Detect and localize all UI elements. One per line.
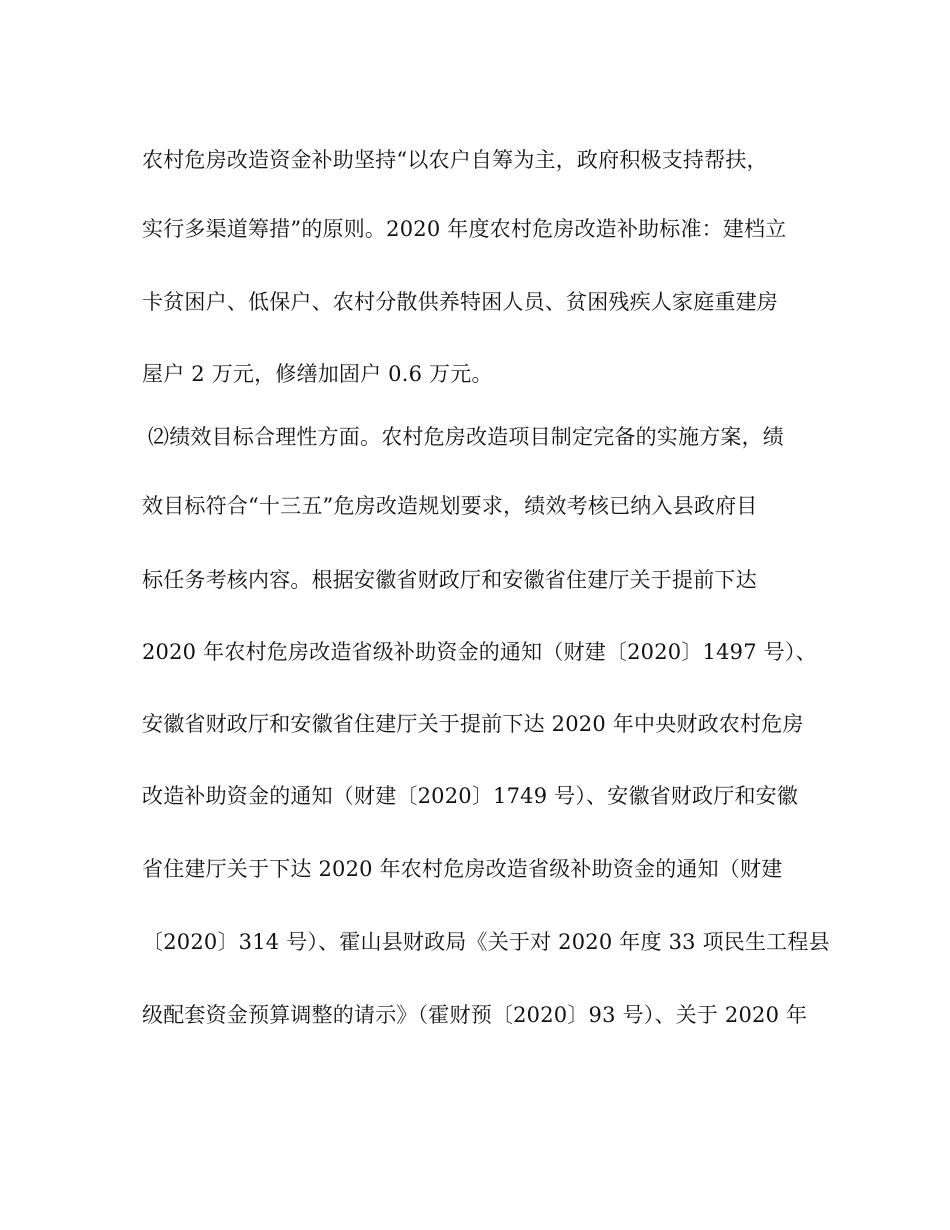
body-text-line: 卡贫困户、低保户、农村分散供养特困人员、贫困残疾人家庭重建房 [142, 290, 778, 314]
body-text-line: 农村危房改造资金补助坚持“以农户自筹为主，政府积极支持帮扶， [142, 148, 768, 172]
body-text-line: 改造补助资金的通知（财建〔2020〕1749 号）、安徽省财政厅和安徽 [142, 784, 799, 808]
body-text-line: 实行多渠道筹措”的原则。2020 年度农村危房改造补助标准：建档立 [142, 217, 787, 241]
body-text-line: 〔2020〕314 号）、霍山县财政局《关于对 2020 年度 33 项民生工程县 [142, 930, 830, 954]
body-text-line: 效目标符合“十三五”危房改造规划要求，绩效考核已纳入县政府目 [142, 494, 758, 518]
body-text-line: 安徽省财政厅和安徽省住建厅关于提前下达 2020 年中央财政农村危房 [142, 712, 804, 736]
body-text-line: 标任务考核内容。根据安徽省财政厅和安徽省住建厅关于提前下达 [142, 568, 757, 592]
body-text-line: 2020 年农村危房改造省级补助资金的通知（财建〔2020〕1497 号）、 [142, 640, 817, 664]
body-text-line: 级配套资金预算调整的请示》（霍财预〔2020〕93 号）、关于 2020 年 [142, 1003, 808, 1027]
paragraph-start-line: ⑵绩效目标合理性方面。农村危房改造项目制定完备的实施方案，绩 [148, 425, 784, 449]
body-text-line: 省住建厅关于下达 2020 年农村危房改造省级补助资金的通知（财建 [142, 857, 783, 881]
body-text-line: 屋户 2 万元，修缮加固户 0.6 万元。 [142, 362, 493, 386]
